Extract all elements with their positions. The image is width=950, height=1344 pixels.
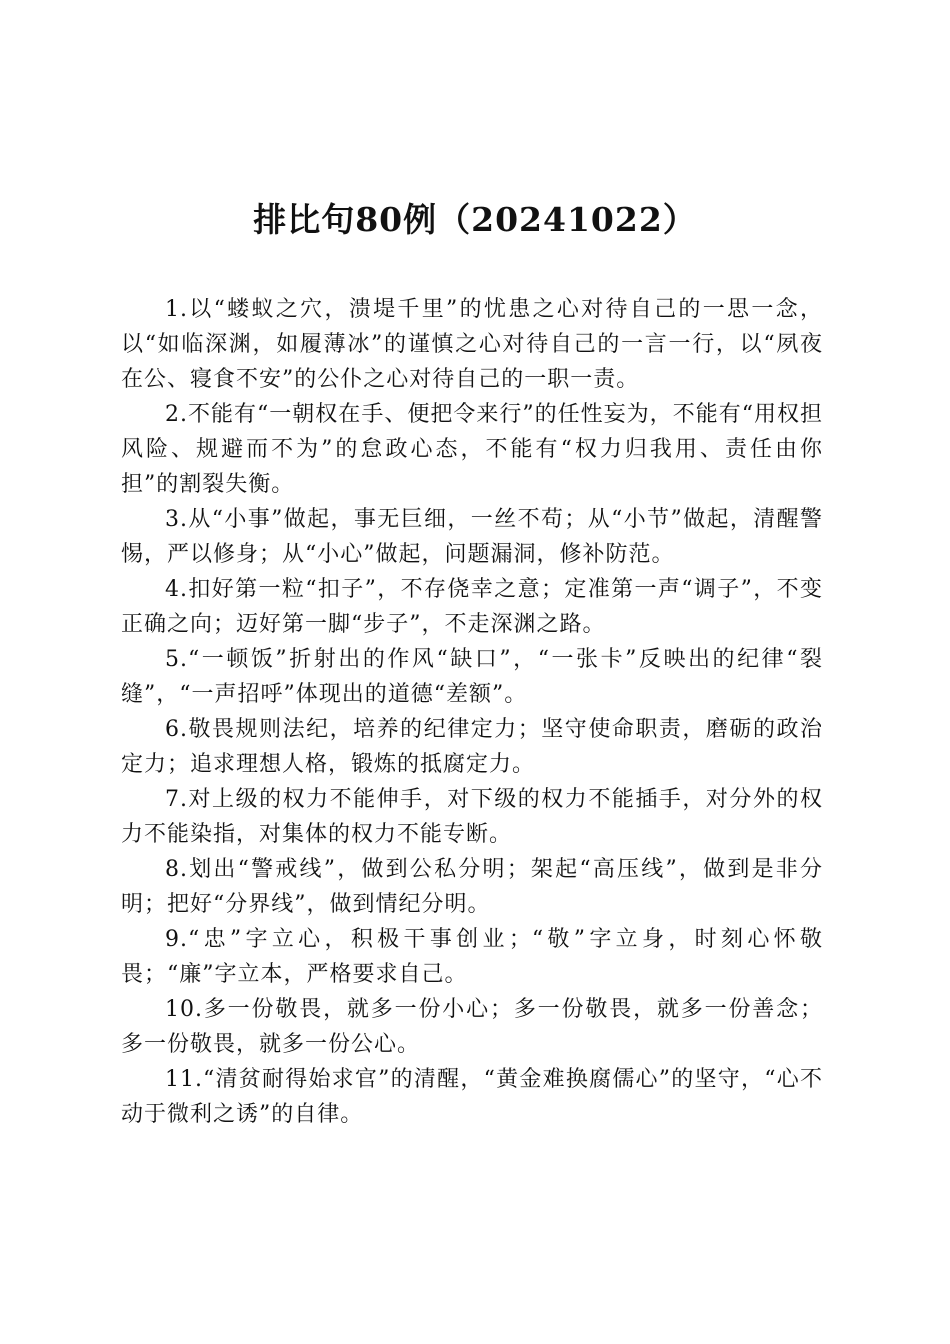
paragraph-10: 10.多一份敬畏，就多一份小心；多一份敬畏，就多一份善念；多一份敬畏，就多一份公心。: [121, 997, 823, 1057]
paragraph-3: 3.从“小事”做起，事无巨细，一丝不苟；从“小节”做起，清醒警惕，严以修身；从“小心”做起，问题漏洞，修补防范。: [121, 507, 823, 567]
paragraph-7: 7.对上级的权力不能伸手，对下级的权力不能插手，对分外的权力不能染指，对集体的权力不能专断。: [121, 787, 823, 847]
paragraph-4: 4.扣好第一粒“扣子”，不存侥幸之意；定准第一声“调子”，不变正确之向；迈好第一脚“步子”，不走深渊之路。: [121, 577, 823, 637]
paragraph-2: 2.不能有“一朝权在手、便把令来行”的任性妄为，不能有“用权担风险、规避而不为”的怠政心态，不能有“权力归我用、责任由你担”的割裂失衡。: [121, 402, 823, 497]
paragraph-8: 8.划出“警戒线”，做到公私分明；架起“高压线”，做到是非分明；把好“分界线”，做到情纪分明。: [121, 857, 823, 917]
paragraph-9: 9.“忠”字立心，积极干事创业；“敬”字立身，时刻心怀敬畏；“廉”字立本，严格要求自己。: [121, 927, 823, 987]
paragraph-6: 6.敬畏规则法纪，培养的纪律定力；坚守使命职责，磨砺的政治定力；追求理想人格，锻炼的抵腐定力。: [121, 717, 823, 777]
paragraph-11: 11.“清贫耐得始求官”的清醒，“黄金难换腐儒心”的坚守，“心不动于微利之诱”的自律。: [121, 1067, 823, 1127]
document-body: [121, 292, 823, 1132]
paragraph-1: 1.以“蝼蚁之穴，溃堤千里”的忧患之心对待自己的一思一念，以“如临深渊，如履薄冰”的谨慎之心对待自己的一言一行，以“夙夜在公、寝食不安”的公仆之心对待自己的一职一责。: [121, 297, 823, 392]
paragraph-5: 5.“一顿饭”折射出的作风“缺口”，“一张卡”反映出的纪律“裂缝”，“一声招呼”体现出的道德“差额”。: [121, 647, 823, 707]
page-title: 排比句80例（20241022）: [253, 200, 697, 239]
